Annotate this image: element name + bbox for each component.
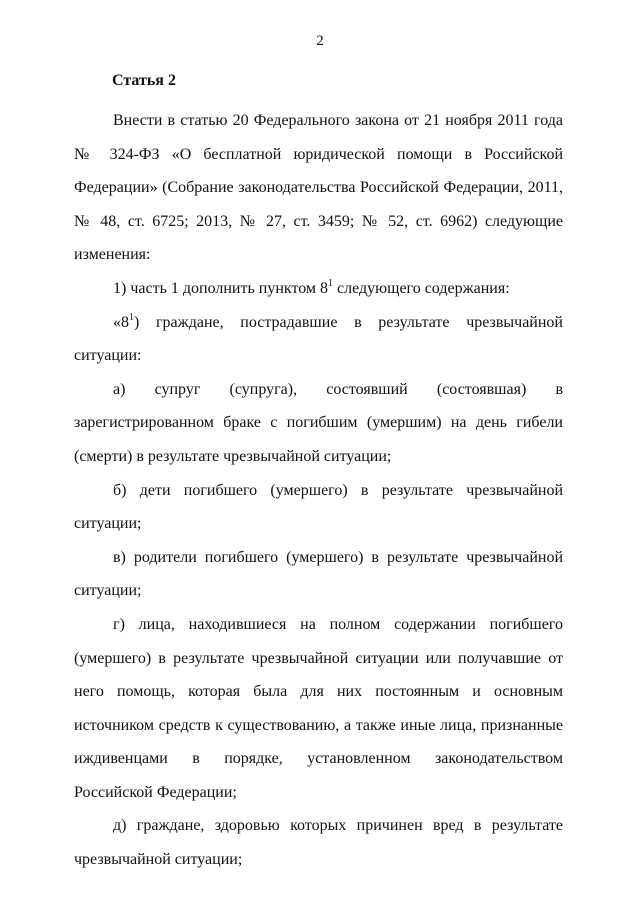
intro-paragraph: Внести в статью 20 Федерального закона от 21 ноября 2011 года № 324-ФЗ «О бесплатной юридической помощи в Российской Федерации» (Собрание законодательства Российской Федерации, 2011, № 48, ст. 6725; 2013, № 27, ст. 3459; № 52, ст. 6962) следующие изменения:	[74, 112, 563, 264]
superscript-index: 1	[328, 277, 334, 289]
subclause-b: б) дети погибшего (умершего) в результате чрезвычайной ситуации;	[74, 481, 563, 533]
subclause-a: а) супруг (супруга), состоявший (состоявшая) в зарегистрированном браке с погибшим (умершим) на день гибели (смерти) в результате чрезвычайной ситуации;	[74, 380, 563, 465]
amendment-item-1-text-end: следующего содержания:	[333, 279, 510, 297]
clause-8-1-heading	[74, 306, 563, 373]
article-body	[74, 104, 563, 877]
subclause-g: г) лица, находившиеся на полном содержании погибшего (умершего) в результате чрезвычайной ситуации или получавшие от него помощь, которая была для них постоянным и основным источником средств к существованию, а также иные лица, признанные иждивенцами в порядке, установленном законодательством Российской Федерации;	[74, 615, 563, 801]
article-heading: Статья 2	[112, 72, 176, 89]
amendment-item-1-text: 1) часть 1 дополнить пунктом 8	[113, 279, 329, 297]
page-number: 2	[316, 33, 324, 49]
subclause-d: д) граждане, здоровью которых причинен вред в результате чрезвычайной ситуации;	[74, 817, 563, 869]
amendment-item-1	[74, 272, 563, 306]
subclause-v: в) родители погибшего (умершего) в результате чрезвычайной ситуации;	[74, 548, 563, 600]
clause-8-1-open: «8	[113, 313, 129, 331]
superscript-index: 1	[129, 311, 134, 323]
clause-8-1-text: ) граждане, пострадавшие в результате чрезвычайной ситуации:	[74, 313, 563, 365]
